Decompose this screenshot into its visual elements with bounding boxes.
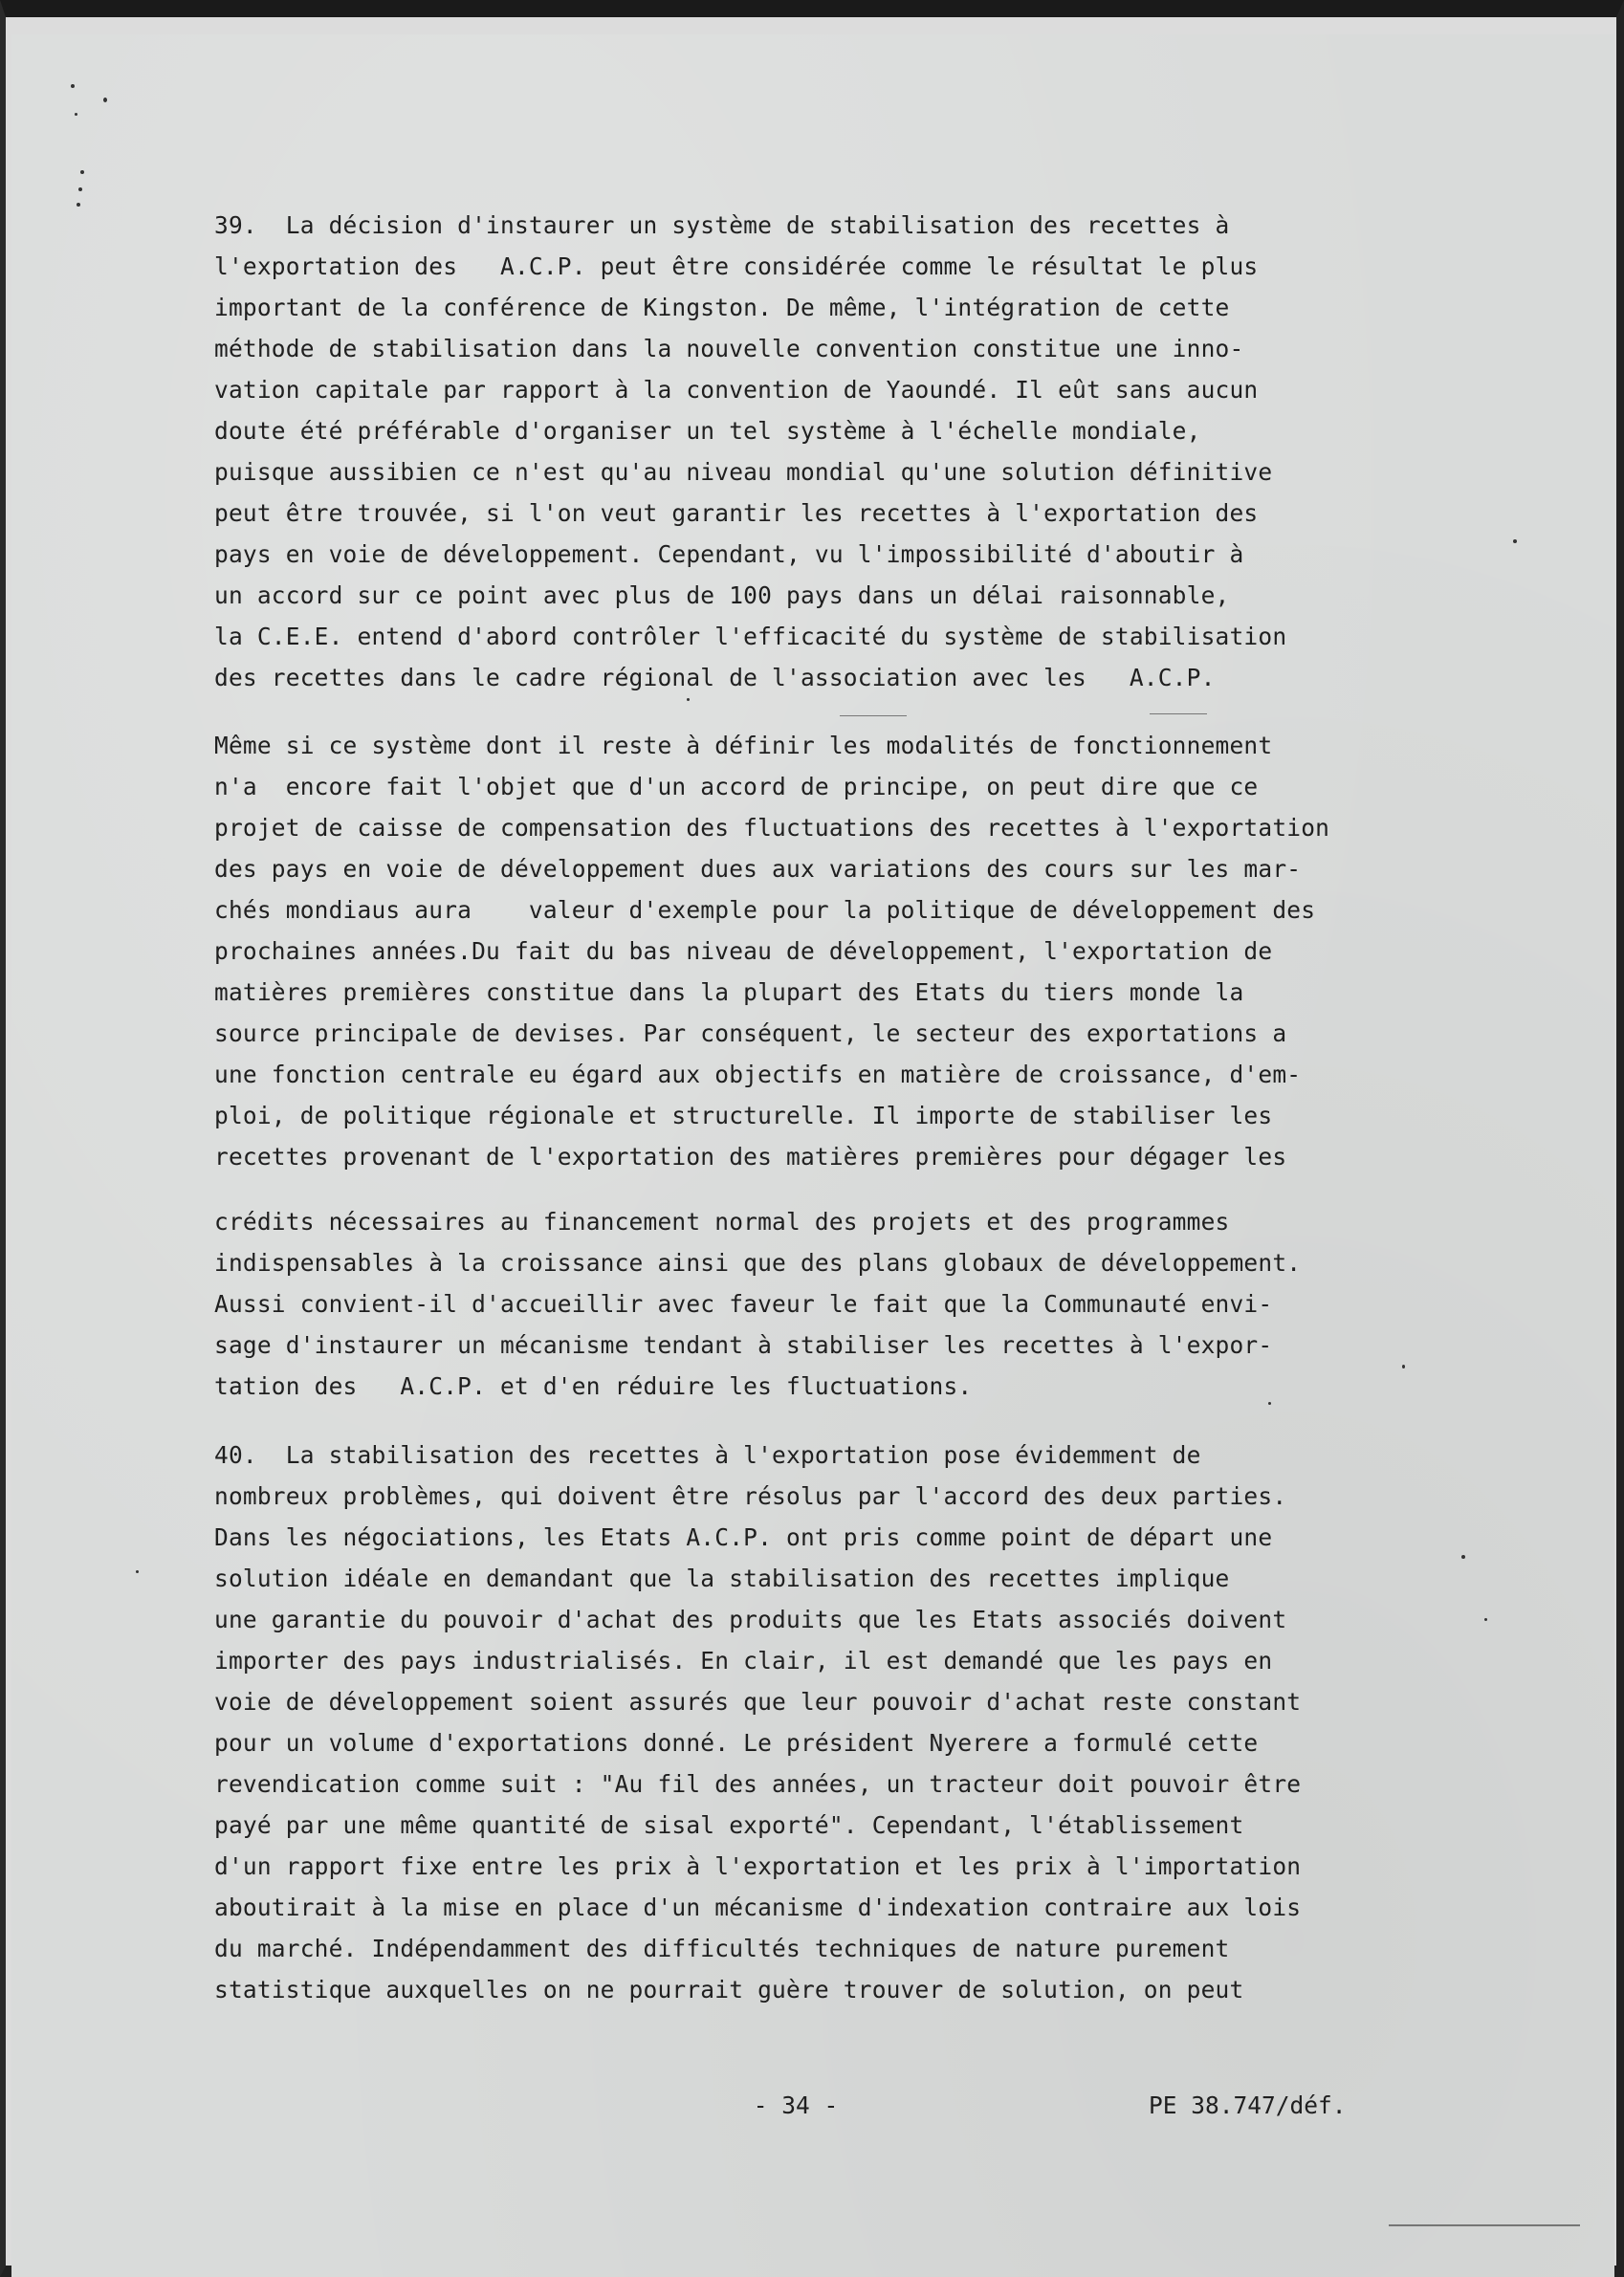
text-line: la C.E.E. entend d'abord contrôler l'efficacité du système de stabilisation: [214, 623, 1287, 650]
text-line: vation capitale par rapport à la convention de Yaoundé. Il eût sans aucun: [214, 376, 1259, 404]
text-line: des pays en voie de développement dues aux variations des cours sur les mar-: [214, 855, 1302, 883]
text-line: chés mondiaus aura valeur d'exemple pour la politique de développement des: [214, 896, 1316, 924]
text-line: 40. La stabilisation des recettes à l'exportation pose évidemment de: [214, 1441, 1201, 1469]
scan-speck: [1513, 539, 1517, 543]
text-line: voie de développement soient assurés que leur pouvoir d'achat reste constant: [214, 1688, 1302, 1716]
text-line: Aussi convient-il d'accueillir avec faveur le fait que la Communauté envi-: [214, 1290, 1273, 1318]
text-line: du marché. Indépendamment des difficultés techniques de nature purement: [214, 1935, 1230, 1962]
text-line: l'exportation des A.C.P. peut être considérée comme le résultat le plus: [214, 252, 1259, 280]
text-line: d'un rapport fixe entre les prix à l'exportation et les prix à l'importation: [214, 1852, 1302, 1880]
text-line: une fonction centrale eu égard aux objectifs en matière de croissance, d'em-: [214, 1061, 1302, 1088]
scan-speck: [1484, 1618, 1487, 1621]
text-line: pays en voie de développement. Cependant, vu l'impossibilité d'aboutir à: [214, 540, 1244, 568]
text-line: puisque aussibien ce n'est qu'au niveau mondial qu'une solution définitive: [214, 458, 1273, 486]
text-line: source principale de devises. Par conséquent, le secteur des exportations a: [214, 1019, 1287, 1047]
paragraph-40: [214, 1434, 1400, 2010]
text-line: solution idéale en demandant que la stabilisation des recettes implique: [214, 1565, 1230, 1592]
text-line: payé par une même quantité de sisal exporté". Cependant, l'établissement: [214, 1811, 1244, 1839]
scan-dash: [1150, 713, 1207, 714]
scan-speck: [78, 187, 82, 191]
text-line: importer des pays industrialisés. En clair, il est demandé que les pays en: [214, 1647, 1273, 1675]
text-line: aboutirait à la mise en place d'un mécanisme d'indexation contraire aux lois: [214, 1894, 1302, 1921]
paragraph-39-continued: [214, 725, 1400, 1177]
document-reference: PE 38.747/déf.: [1149, 2091, 1347, 2119]
document-sheet: [11, 34, 1614, 2277]
page-number: - 34 -: [753, 2091, 839, 2119]
text-line: matières premières constitue dans la plupart des Etats du tiers monde la: [214, 978, 1244, 1006]
scan-speck: [687, 698, 690, 701]
text-line: peut être trouvée, si l'on veut garantir les recettes à l'exportation des: [214, 499, 1259, 527]
text-line: revendication comme suit : "Au fil des années, un tracteur doit pouvoir être: [214, 1770, 1302, 1798]
text-line: ploi, de politique régionale et structurelle. Il importe de stabiliser les: [214, 1102, 1273, 1129]
text-line: indispensables à la croissance ainsi que des plans globaux de développement.: [214, 1249, 1302, 1277]
text-line: n'a encore fait l'objet que d'un accord de principe, on peut dire que ce: [214, 773, 1259, 800]
text-line: statistique auxquelles on ne pourrait guère trouver de solution, on peut: [214, 1976, 1244, 2003]
scan-speck: [80, 170, 84, 174]
scan-speck: [75, 113, 77, 116]
scan-speck: [1461, 1555, 1465, 1559]
scan-speck: [103, 98, 107, 102]
text-line: une garantie du pouvoir d'achat des produits que les Etats associés doivent: [214, 1606, 1287, 1633]
scan-line: [1389, 2224, 1580, 2226]
text-line: pour un volume d'exportations donné. Le président Nyerere a formulé cette: [214, 1729, 1259, 1757]
text-line: important de la conférence de Kingston. De même, l'intégration de cette: [214, 294, 1230, 321]
paragraph-39: [214, 205, 1400, 698]
text-line: Dans les négociations, les Etats A.C.P. ont pris comme point de départ une: [214, 1523, 1273, 1551]
text-line: doute été préférable d'organiser un tel système à l'échelle mondiale,: [214, 417, 1201, 445]
text-line: crédits nécessaires au financement normal des projets et des programmes: [214, 1208, 1230, 1236]
scan-speck: [71, 84, 75, 88]
text-line: Même si ce système dont il reste à définir les modalités de fonctionnement: [214, 732, 1273, 759]
text-line: tation des A.C.P. et d'en réduire les fluctuations.: [214, 1372, 973, 1400]
text-line: méthode de stabilisation dans la nouvelle convention constitue une inno-: [214, 335, 1244, 362]
text-line: des recettes dans le cadre régional de l'association avec les A.C.P.: [214, 664, 1216, 691]
paragraph-39-end: [214, 1201, 1400, 1407]
scan-speck: [77, 203, 80, 207]
text-line: un accord sur ce point avec plus de 100 pays dans un délai raisonnable,: [214, 581, 1230, 609]
text-line: projet de caisse de compensation des fluctuations des recettes à l'exportation: [214, 814, 1330, 842]
text-line: recettes provenant de l'exportation des matières premières pour dégager les: [214, 1143, 1287, 1171]
text-line: sage d'instaurer un mécanisme tendant à stabiliser les recettes à l'expor-: [214, 1331, 1273, 1359]
text-line: 39. La décision d'instaurer un système de stabilisation des recettes à: [214, 211, 1230, 239]
scan-dash: [840, 715, 907, 716]
text-line: nombreux problèmes, qui doivent être résolus par l'accord des deux parties.: [214, 1482, 1287, 1510]
scan-speck: [1402, 1365, 1405, 1368]
text-line: prochaines années.Du fait du bas niveau de développement, l'exportation de: [214, 937, 1273, 965]
scan-speck: [136, 1570, 139, 1573]
